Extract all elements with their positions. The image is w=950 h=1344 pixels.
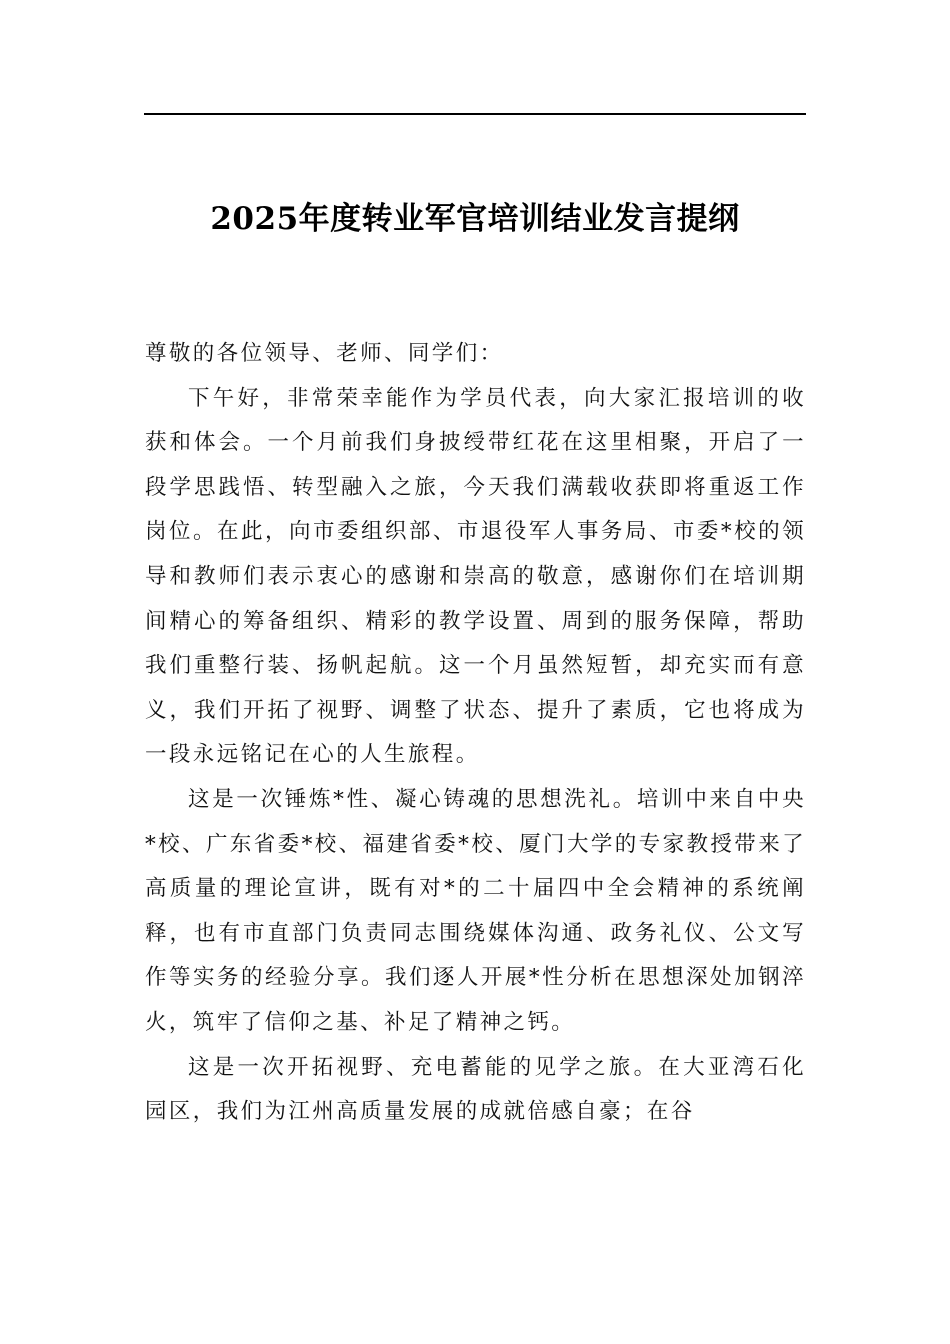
header-rule xyxy=(144,113,806,115)
document-body xyxy=(145,332,806,1135)
paragraph-1: 下午好，非常荣幸能作为学员代表，向大家汇报培训的收获和体会。一个月前我们身披绶带红花在这里相聚，开启了一段学思践悟、转型融入之旅，今天我们满载收获即将重返工作岗位。在此，向市委组织部、市退役军人事务局、市委*校的领导和教师们表示衷心的感谢和崇高的敬意，感谢你们在培训期间精心的筹备组织、精彩的教学设置、周到的服务保障，帮助我们重整行装、扬帆起航。这一个月虽然短暂，却充实而有意义，我们开拓了视野、调整了状态、提升了素质，它也将成为一段永远铭记在心的人生旅程。 xyxy=(145,385,806,768)
paragraph-3: 这是一次开拓视野、充电蓄能的见学之旅。在大亚湾石化园区，我们为江州高质量发展的成就倍感自豪；在谷 xyxy=(145,1054,806,1125)
salutation: 尊敬的各位领导、老师、同学们： xyxy=(145,341,504,366)
document-title: 2025年度转业军官培训结业发言提纲 xyxy=(210,201,740,237)
paragraph-2: 这是一次锤炼*性、凝心铸魂的思想洗礼。培训中来自中央*校、广东省委*校、福建省委*校、厦门大学的专家教授带来了高质量的理论宣讲，既有对*的二十届四中全会精神的系统阐释，也有市直部门负责同志围绕媒体沟通、政务礼仪、公文写作等实务的经验分享。我们逐人开展*性分析在思想深处加钢淬火，筑牢了信仰之基、补足了精神之钙。 xyxy=(145,786,806,1035)
